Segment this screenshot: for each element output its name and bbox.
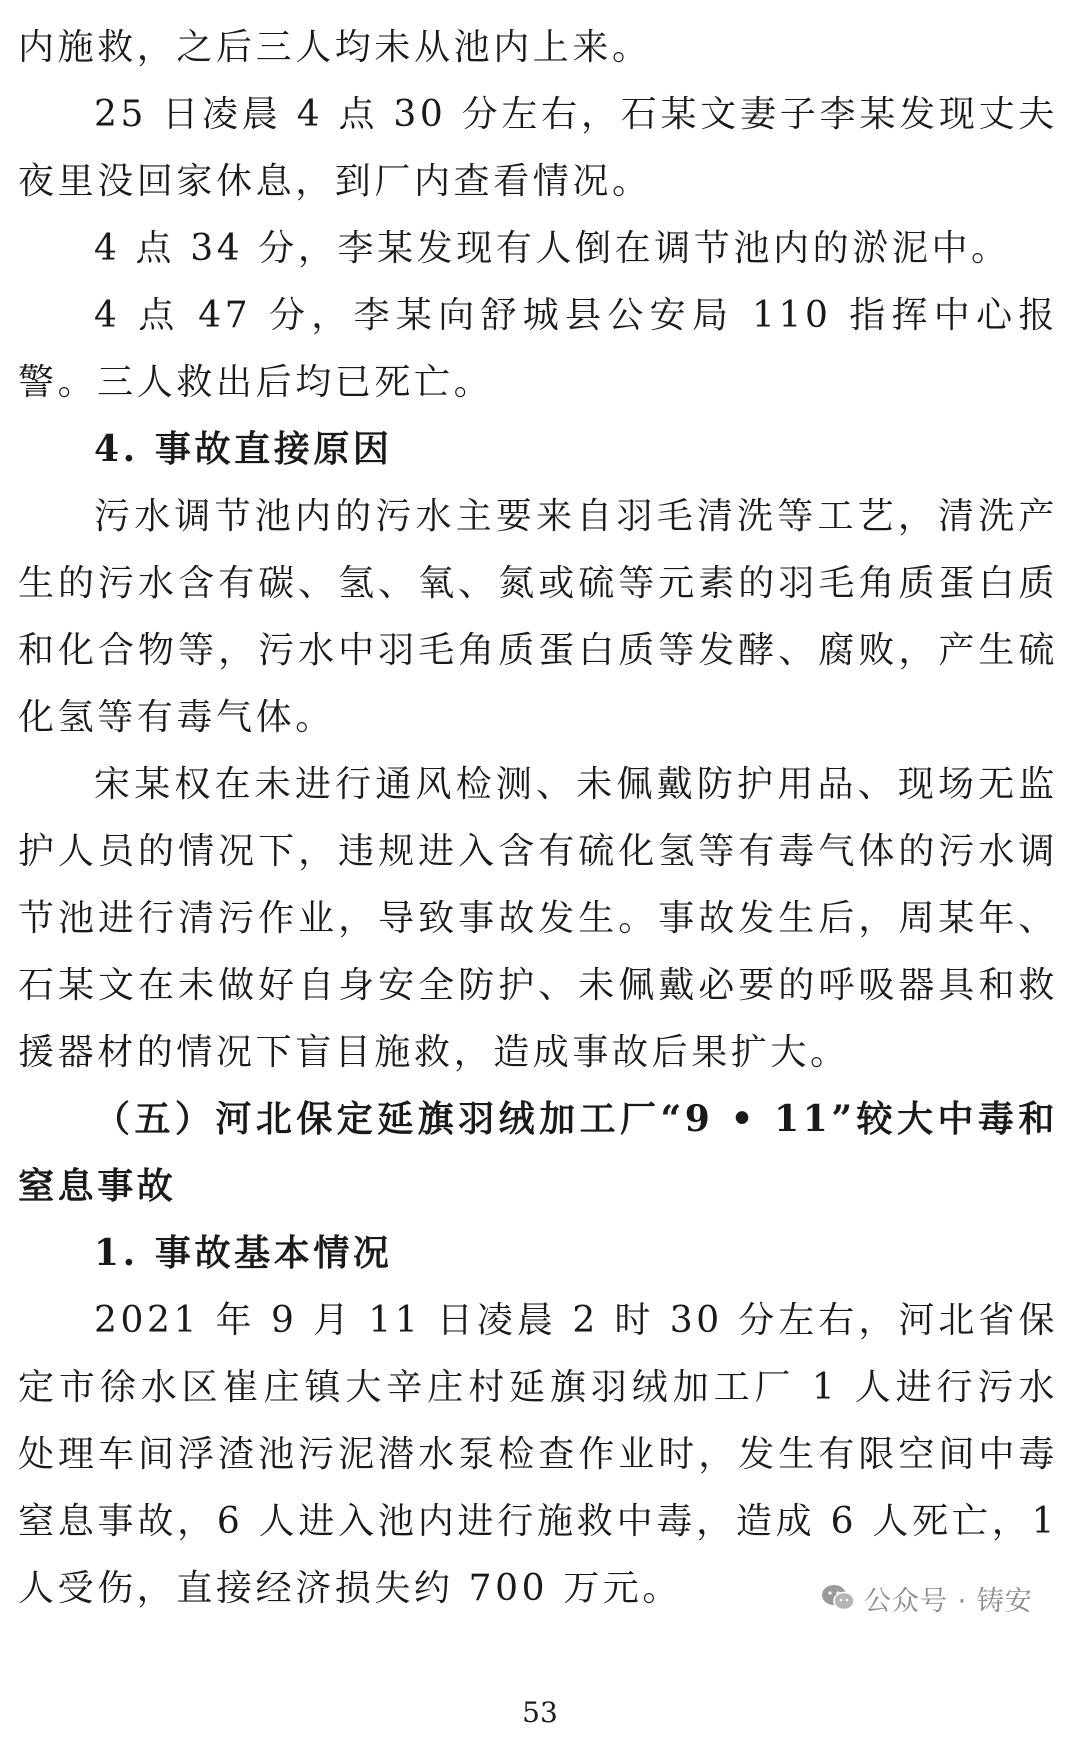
paragraph-basic-situation: 2021 年 9 月 11 日凌晨 2 时 30 分左右，河北省保定市徐水区崔庄镇大辛庄村延旗羽绒加工厂 1 人进行污水处理车间浮渣池污泥潜水泵检查作业时，发生有限空间中毒窒息事故，6 人进入池内进行施救中毒，造成 6 人死亡，1 人受伤，直接经济损失约 700 万元。 — [18, 1300, 1058, 1609]
heading-basic-situation: 1. 事故基本情况 — [94, 1232, 393, 1274]
watermark-text: 公众号 · 铸安 — [864, 1585, 1033, 1617]
paragraph-found-in-sludge: 4 点 34 分，李某发现有人倒在调节池内的淤泥中。 — [94, 228, 1011, 269]
paragraph-continuation: 内施救，之后三人均未从池内上来。 — [18, 27, 652, 68]
document-page — [18, 14, 1058, 1622]
paragraph-violation: 宋某权在未进行通风检测、未佩戴防护用品、现场无监护人员的情况下，违规进入含有硫化氢等有毒气体的污水调节池进行清污作业，导致事故发生。事故发生后，周某年、石某文在未做好自身安全防护、未佩戴必要的呼吸器具和救援器材的情况下盲目施救，造成事故后果扩大。 — [18, 764, 1058, 1073]
section-title-hebei-accident: （五）河北保定延旗羽绒加工厂“9 • 11”较大中毒和窒息事故 — [18, 1098, 1058, 1207]
paragraph-wife-discovery: 25 日凌晨 4 点 30 分左右，石某文妻子李某发现丈夫夜里没回家休息，到厂内查看情况。 — [18, 94, 1058, 202]
heading-direct-cause: 4. 事故直接原因 — [94, 428, 393, 470]
wechat-watermark — [820, 1576, 1033, 1620]
paragraph-police-report: 4 点 47 分，李某向舒城县公安局 110 指挥中心报警。三人救出后均已死亡。 — [18, 295, 1058, 403]
paragraph-gas-source: 污水调节池内的污水主要来自羽毛清洗等工艺，清洗产生的污水含有碳、氢、氧、氮或硫等元素的羽毛角质蛋白质和化合物等，污水中羽毛角质蛋白质等发酵、腐败，产生硫化氢等有毒气体。 — [18, 496, 1058, 738]
wechat-icon — [820, 1583, 856, 1613]
page-number: 53 — [522, 1696, 558, 1729]
